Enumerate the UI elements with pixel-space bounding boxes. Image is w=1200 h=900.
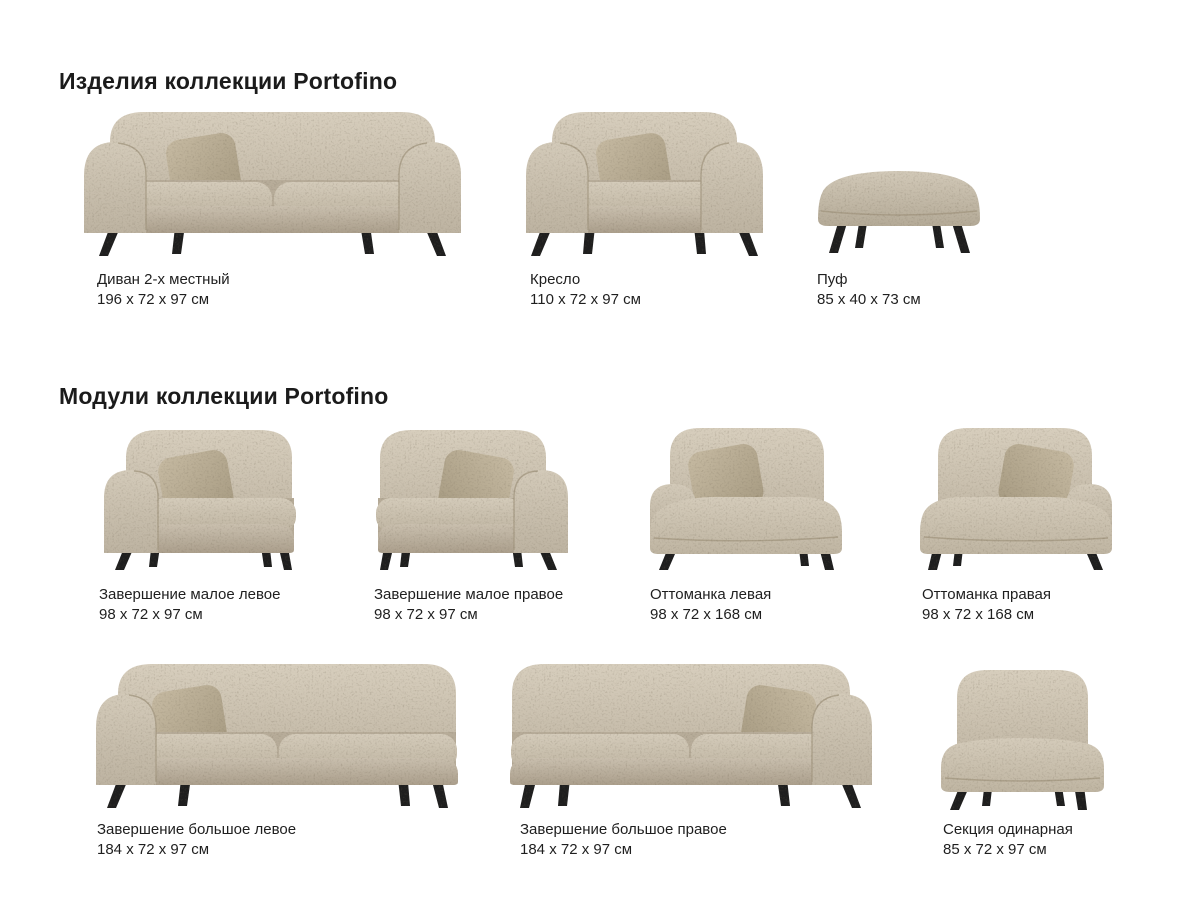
section-title-products: Изделия коллекции Portofino bbox=[59, 68, 398, 95]
sofa-2-seater-image bbox=[80, 100, 465, 258]
product-name: Пуф bbox=[817, 271, 848, 288]
product-label-module-large-left bbox=[97, 820, 296, 859]
product-name: Кресло bbox=[530, 271, 581, 288]
product-label-pouf bbox=[817, 270, 921, 309]
product-label-ottoman-left bbox=[650, 585, 771, 624]
product-name: Завершение малое левое bbox=[99, 586, 281, 603]
product-dimensions: 85 x 40 x 73 см bbox=[817, 291, 921, 308]
product-dimensions: 184 x 72 x 97 см bbox=[520, 841, 633, 858]
pouf-image bbox=[812, 163, 987, 258]
product-dimensions: 98 x 72 x 168 см bbox=[922, 606, 1035, 623]
module-small-right-image bbox=[372, 420, 572, 570]
product-label-module-small-right bbox=[374, 585, 563, 624]
module-large-left-image bbox=[92, 652, 462, 810]
product-name: Секция одинарная bbox=[943, 821, 1073, 838]
armchair-image bbox=[522, 100, 767, 258]
product-dimensions: 98 x 72 x 97 см bbox=[374, 606, 478, 623]
product-dimensions: 85 x 72 x 97 см bbox=[943, 841, 1047, 858]
module-large-right-image bbox=[506, 652, 876, 810]
product-dimensions: 196 x 72 x 97 см bbox=[97, 291, 210, 308]
product-dimensions: 184 x 72 x 97 см bbox=[97, 841, 210, 858]
section-title-modules: Модули коллекции Portofino bbox=[59, 383, 389, 410]
product-name: Завершение большое левое bbox=[97, 821, 297, 838]
single-section-image bbox=[935, 660, 1110, 810]
product-label-sofa-2-seater bbox=[97, 270, 230, 309]
product-dimensions: 110 x 72 x 97 см bbox=[530, 291, 641, 308]
ottoman-left-image bbox=[646, 420, 846, 570]
product-name: Оттоманка правая bbox=[922, 586, 1051, 603]
product-label-module-small-left bbox=[99, 585, 280, 624]
product-name: Диван 2-х местный bbox=[97, 271, 230, 288]
product-dimensions: 98 x 72 x 168 см bbox=[650, 606, 763, 623]
product-name: Завершение малое правое bbox=[374, 586, 564, 603]
product-label-single-section bbox=[943, 820, 1073, 859]
product-label-armchair bbox=[530, 270, 641, 309]
product-name: Завершение большое правое bbox=[520, 821, 727, 838]
ottoman-right-image bbox=[916, 420, 1116, 570]
product-label-module-large-right bbox=[520, 820, 727, 859]
product-label-ottoman-right bbox=[922, 585, 1051, 624]
product-name: Оттоманка левая bbox=[650, 586, 772, 603]
module-small-left-image bbox=[100, 420, 300, 570]
product-dimensions: 98 x 72 x 97 см bbox=[99, 606, 203, 623]
